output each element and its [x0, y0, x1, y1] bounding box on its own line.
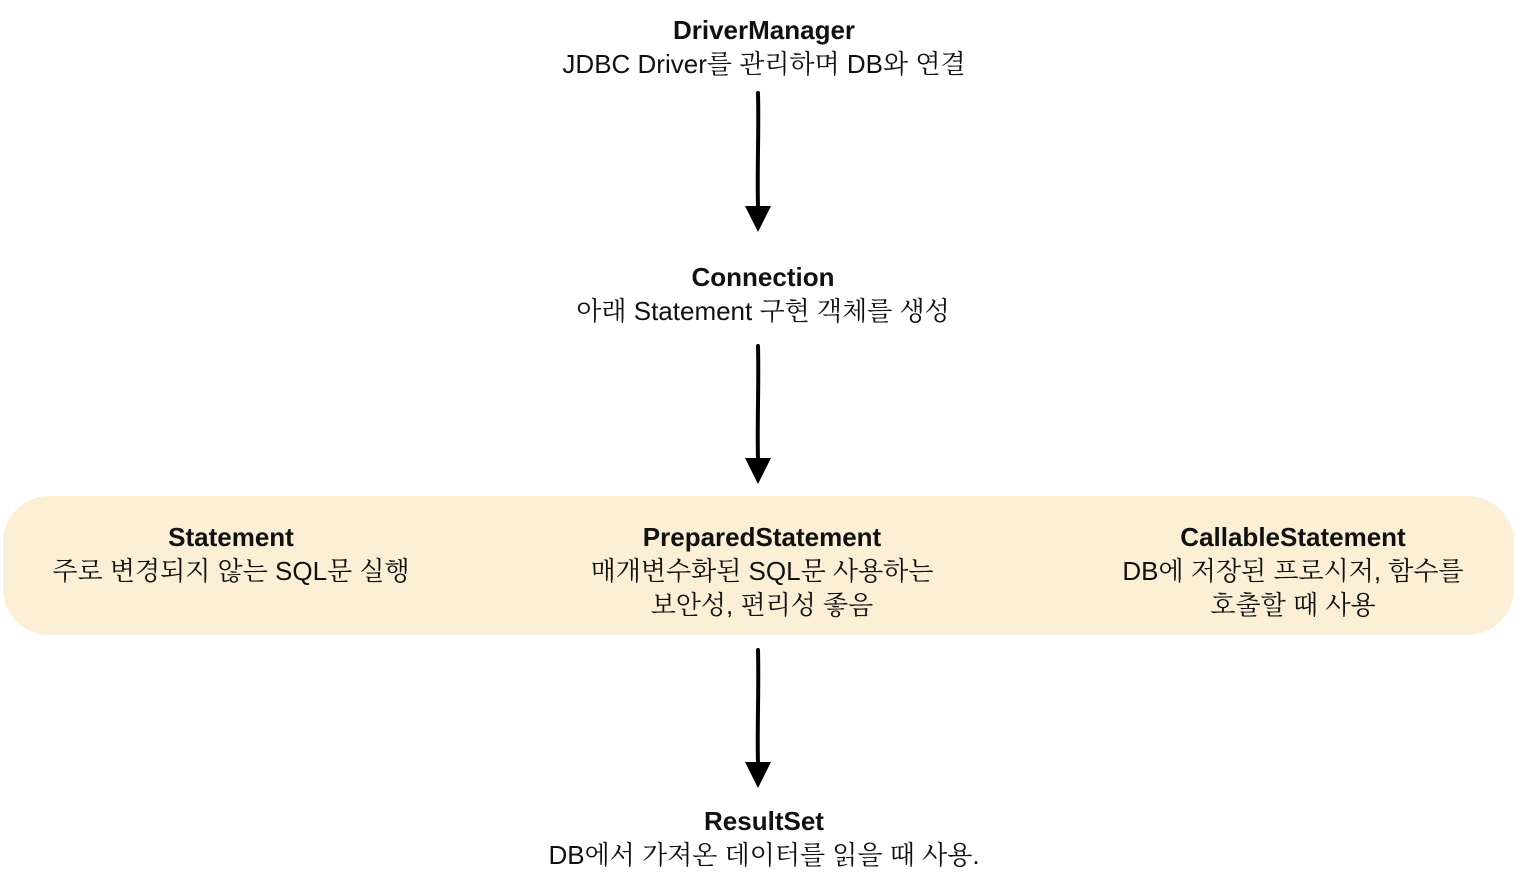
connection-title: Connection	[691, 262, 835, 292]
callable-statement-title: CallableStatement	[1180, 522, 1406, 552]
node-result-set	[548, 804, 979, 872]
statement-title: Statement	[168, 522, 294, 552]
result-set-title: ResultSet	[704, 806, 824, 836]
prepared-statement-desc-line1: 매개변수화된 SQL문 사용하는	[590, 556, 934, 586]
arrow-statements-to-resultset	[745, 650, 771, 788]
prepared-statement-title: PreparedStatement	[642, 522, 882, 552]
node-connection	[576, 260, 949, 328]
arrow-driver-to-connection	[745, 93, 771, 232]
driver-manager-desc: JDBC Driver를 관리하며 DB와 연결	[562, 49, 966, 79]
callable-statement-desc-line2: 호출할 때 사용	[1210, 590, 1376, 620]
node-driver-manager	[562, 13, 965, 81]
prepared-statement-desc-line2: 보안성, 편리성 좋음	[650, 590, 874, 620]
statement-desc: 주로 변경되지 않는 SQL문 실행	[52, 556, 410, 586]
callable-statement-desc-line1: DB에 저장된 프로시저, 함수를	[1122, 556, 1464, 586]
node-statement	[52, 520, 409, 588]
node-prepared-statement	[591, 520, 934, 622]
arrow-connection-to-statements	[745, 346, 771, 484]
driver-manager-title: DriverManager	[672, 15, 856, 45]
connection-desc: 아래 Statement 구현 객체를 생성	[576, 296, 950, 326]
result-set-desc: DB에서 가져온 데이터를 읽을 때 사용.	[548, 840, 980, 870]
node-callable-statement	[1122, 520, 1463, 622]
